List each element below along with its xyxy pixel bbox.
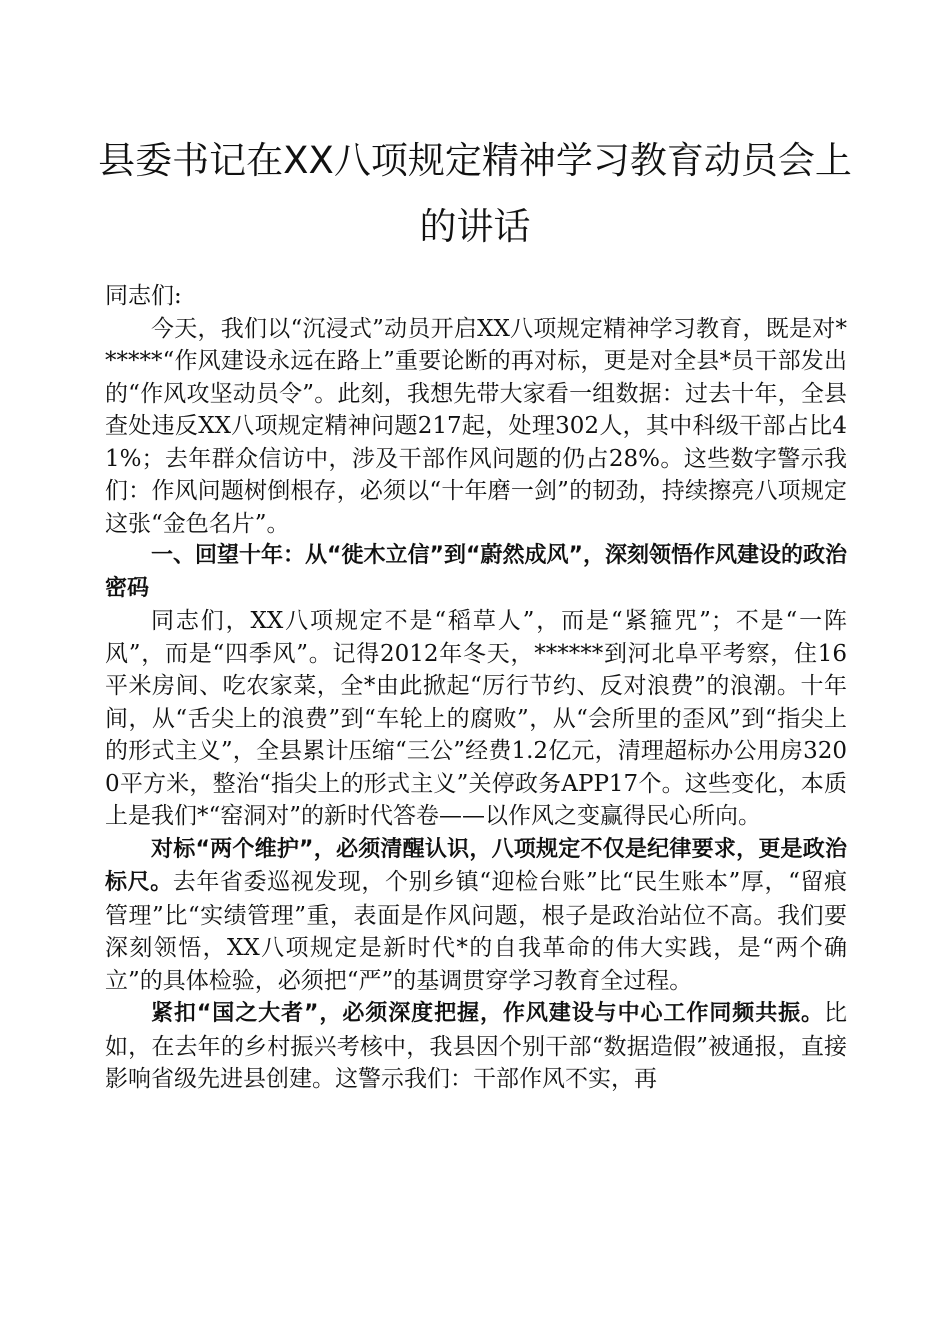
paragraph-central-work (105, 997, 847, 1096)
salutation: 同志们: (105, 283, 182, 309)
paragraph-political-standard (105, 833, 847, 998)
title-line-2: 的讲话 (419, 205, 531, 248)
paragraph-political-standard-lead: 对标“两个维护”，必须清醒认识，八项规定不仅是纪律要求，更是政治标尺。 (105, 836, 847, 895)
document-body (105, 280, 847, 1096)
title-line-1: 县委书记在XX八项规定精神学习教育动员会上 (98, 139, 852, 182)
section-heading-1: 一、回望十年：从“徙木立信”到“蔚然成风”，深刻领悟作风建设的政治密码 (105, 543, 847, 601)
paragraph-central-work-text: 比如，在去年的乡村振兴考核中，我县因个别干部“数据造假”被通报，直接影响省级先进县创建。这警示我们：干部作风不实，再 (105, 1000, 847, 1092)
paragraph-political-standard-text: 去年省委巡视发现，个别乡镇“迎检台账”比“民生账本”厚，“留痕管理”比“实绩管理”重，表面是作风问题，根子是政治站位不高。我们要深刻领悟，XX八项规定是新时代*的自我革命的伟大实践，是“两个确立”的具体检验，必须把“严”的基调贯穿学习教育全过程。 (105, 869, 847, 994)
paragraph-review: 同志们，XX八项规定不是“稻草人”，而是“紧箍咒”；不是“一阵风”，而是“四季风”。记得2012年冬天，******到河北阜平考察，住16平米房间、吃农家菜，全*由此掀起“厉行节约、反对浪费”的浪潮。十年间，从“舌尖上的浪费”到“车轮上的腐败”，从“会所里的歪风”到“指尖上的形式主义”，全县累计压缩“三公”经费1.2亿元，清理超标办公用房3200平方米，整治“指尖上的形式主义”关停政务APP17个。这些变化，本质上是我们*“窑洞对”的新时代答卷——以作风之变赢得民心所向。 (105, 608, 847, 829)
paragraph-central-work-lead: 紧扣“国之大者”，必须深度把握，作风建设与中心工作同频共振。 (151, 1001, 824, 1026)
paragraph-intro: 今天，我们以“沉浸式”动员开启XX八项规定精神学习教育，既是对******“作风建设永远在路上”重要论断的再对标，更是对全县*员干部发出的“作风攻坚动员令”。此刻，我想先带大家看一组数据：过去十年，全县查处违反XX八项规定精神问题217起，处理302人，其中科级干部占比41%；去年群众信访中，涉及干部作风问题的仍占28%。这些数字警示我们：作风问题树倒根存，必须以“十年磨一剑”的韧劲，持续擦亮八项规定这张“金色名片”。 (105, 315, 847, 537)
document-title (92, 128, 858, 260)
